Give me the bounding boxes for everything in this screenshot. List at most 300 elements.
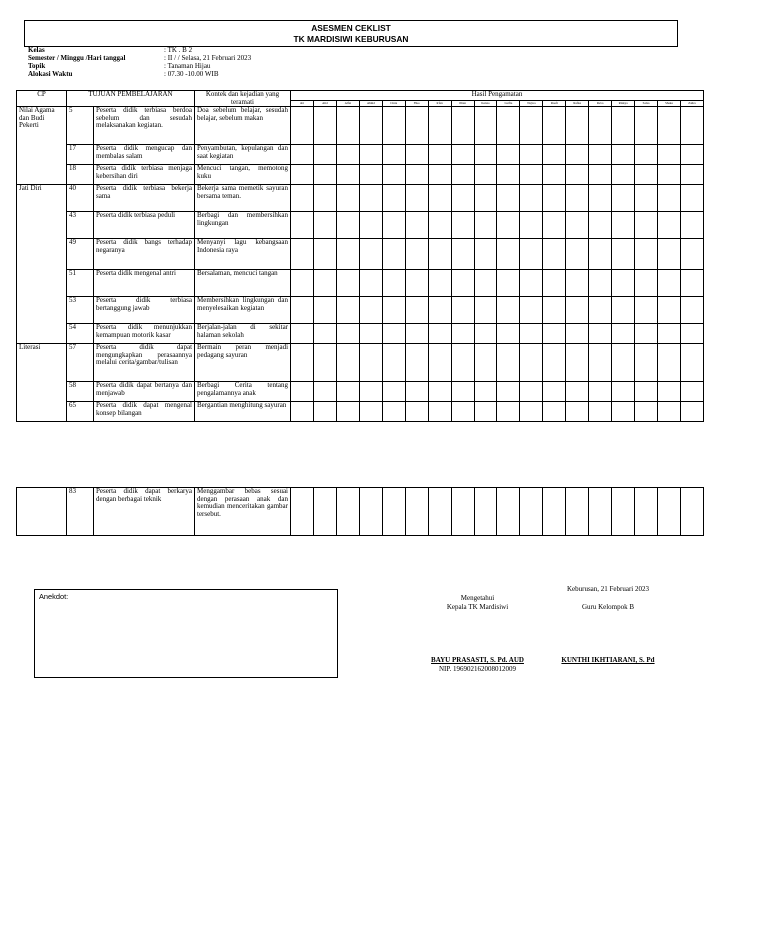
anekdot-label: Anekdot: — [39, 592, 69, 601]
check-cell[interactable] — [589, 107, 612, 145]
check-cell[interactable] — [566, 344, 589, 382]
context-text: Bersalaman, mencuci tangan — [195, 270, 291, 297]
check-cell[interactable] — [313, 382, 336, 402]
signer-left-block — [420, 594, 535, 612]
check-cell[interactable] — [520, 212, 543, 239]
check-cell[interactable] — [566, 324, 589, 344]
check-cell[interactable] — [612, 270, 635, 297]
check-cell[interactable] — [428, 344, 451, 382]
check-cell[interactable] — [313, 212, 336, 239]
check-cell[interactable] — [680, 488, 703, 536]
check-cell[interactable] — [336, 344, 359, 382]
check-cell[interactable] — [497, 324, 520, 344]
check-cell[interactable] — [474, 239, 497, 270]
check-cell[interactable] — [451, 488, 474, 536]
check-cell[interactable] — [520, 297, 543, 324]
check-cell[interactable] — [291, 344, 314, 382]
meta-row-alokasi — [28, 70, 251, 78]
objective-number: 17 — [67, 145, 94, 165]
check-cell[interactable] — [313, 145, 336, 165]
check-cell[interactable] — [566, 270, 589, 297]
check-cell[interactable] — [658, 165, 681, 185]
check-cell[interactable] — [451, 402, 474, 422]
check-cell[interactable] — [359, 107, 382, 145]
check-cell[interactable] — [680, 382, 703, 402]
check-cell[interactable] — [428, 488, 451, 536]
check-cell[interactable] — [680, 402, 703, 422]
check-cell[interactable] — [405, 185, 428, 212]
table-row — [17, 239, 704, 270]
check-cell[interactable] — [589, 297, 612, 324]
check-cell[interactable] — [635, 165, 658, 185]
objective-text: Peserta didik terbiasa bekerja sama — [94, 185, 195, 212]
check-cell[interactable] — [336, 107, 359, 145]
check-cell[interactable] — [359, 382, 382, 402]
check-cell[interactable] — [680, 212, 703, 239]
check-cell[interactable] — [497, 107, 520, 145]
table-row — [17, 382, 704, 402]
context-text: Penyambutan, kepulangan dan saat kegiatan — [195, 145, 291, 165]
check-cell[interactable] — [474, 344, 497, 382]
check-cell[interactable] — [428, 107, 451, 145]
table-body — [17, 107, 704, 422]
student-header: abi — [291, 101, 314, 107]
check-cell[interactable] — [428, 212, 451, 239]
check-cell[interactable] — [658, 107, 681, 145]
check-cell[interactable] — [658, 297, 681, 324]
check-cell[interactable] — [658, 488, 681, 536]
check-cell[interactable] — [382, 270, 405, 297]
check-cell[interactable] — [658, 270, 681, 297]
check-cell[interactable] — [359, 297, 382, 324]
check-cell[interactable] — [589, 488, 612, 536]
check-cell[interactable] — [428, 239, 451, 270]
check-cell[interactable] — [543, 382, 566, 402]
check-cell[interactable] — [428, 297, 451, 324]
check-cell[interactable] — [451, 270, 474, 297]
check-cell[interactable] — [680, 107, 703, 145]
header-hasil: Hasil Pengamatan — [291, 91, 704, 101]
check-cell[interactable] — [680, 239, 703, 270]
check-cell[interactable] — [635, 324, 658, 344]
check-cell[interactable] — [680, 145, 703, 165]
check-cell[interactable] — [405, 324, 428, 344]
objective-text: Peserta didik menunjukkan kemampuan motorik kasar — [94, 324, 195, 344]
check-cell[interactable] — [680, 324, 703, 344]
check-cell[interactable] — [291, 185, 314, 212]
objective-number: 53 — [67, 297, 94, 324]
header-cp: CP — [17, 91, 67, 107]
check-cell[interactable] — [543, 239, 566, 270]
check-cell[interactable] — [612, 107, 635, 145]
check-cell[interactable] — [566, 145, 589, 165]
check-cell[interactable] — [451, 145, 474, 165]
check-cell[interactable] — [612, 239, 635, 270]
check-cell[interactable] — [566, 402, 589, 422]
table-row — [17, 488, 704, 536]
check-cell[interactable] — [336, 165, 359, 185]
check-cell[interactable] — [291, 402, 314, 422]
check-cell[interactable] — [336, 488, 359, 536]
check-cell[interactable] — [428, 270, 451, 297]
check-cell[interactable] — [451, 165, 474, 185]
check-cell[interactable] — [612, 324, 635, 344]
context-text: Bekerja sama memetik sayuran bersama teman. — [195, 185, 291, 212]
check-cell[interactable] — [658, 239, 681, 270]
check-cell[interactable] — [635, 239, 658, 270]
check-cell[interactable] — [589, 185, 612, 212]
objective-number: 58 — [67, 382, 94, 402]
check-cell[interactable] — [658, 324, 681, 344]
objective-number: 51 — [67, 270, 94, 297]
check-cell[interactable] — [336, 382, 359, 402]
check-cell[interactable] — [635, 145, 658, 165]
check-cell[interactable] — [497, 270, 520, 297]
check-cell[interactable] — [543, 270, 566, 297]
objective-text: Peserta didik dapat mengungkapkan perasaannya melalui cerita/gambar/tulisan — [94, 344, 195, 382]
check-cell[interactable] — [359, 270, 382, 297]
check-cell[interactable] — [451, 324, 474, 344]
check-cell[interactable] — [589, 239, 612, 270]
check-cell[interactable] — [497, 239, 520, 270]
check-cell[interactable] — [313, 488, 336, 536]
meta-info — [28, 46, 251, 78]
check-cell[interactable] — [543, 402, 566, 422]
check-cell[interactable] — [658, 185, 681, 212]
meta-row-topik — [28, 62, 251, 70]
objective-text: Peserta didik terbiasa berdoa sebelum dan sesudah melaksanakan kegiatan. — [94, 107, 195, 145]
assessment-table-extra — [16, 487, 704, 536]
signer-left-title2: Kepala TK Mardisiwi — [446, 603, 509, 611]
meta-label: Topik — [28, 62, 46, 70]
header-kontek: Kontek dan kejadian yang teramati — [195, 91, 291, 107]
check-cell[interactable] — [612, 488, 635, 536]
check-cell[interactable] — [359, 239, 382, 270]
check-cell[interactable] — [359, 165, 382, 185]
check-cell[interactable] — [520, 107, 543, 145]
check-cell[interactable] — [680, 344, 703, 382]
signer-left-name-block — [412, 656, 543, 674]
check-cell[interactable] — [566, 165, 589, 185]
check-cell[interactable] — [635, 382, 658, 402]
check-cell[interactable] — [497, 165, 520, 185]
check-cell[interactable] — [543, 344, 566, 382]
check-cell[interactable] — [359, 488, 382, 536]
check-cell[interactable] — [543, 165, 566, 185]
check-cell[interactable] — [313, 185, 336, 212]
check-cell[interactable] — [359, 185, 382, 212]
objective-text: Peserta didik dapat mengenal konsep bilangan — [94, 402, 195, 422]
check-cell[interactable] — [405, 107, 428, 145]
check-cell[interactable] — [291, 165, 314, 185]
check-cell[interactable] — [428, 145, 451, 165]
objective-number: 5 — [67, 107, 94, 145]
check-cell[interactable] — [589, 344, 612, 382]
check-cell[interactable] — [543, 107, 566, 145]
check-cell[interactable] — [405, 145, 428, 165]
check-cell[interactable] — [612, 382, 635, 402]
check-cell[interactable] — [680, 270, 703, 297]
check-cell[interactable] — [520, 185, 543, 212]
check-cell[interactable] — [313, 239, 336, 270]
check-cell[interactable] — [291, 297, 314, 324]
check-cell[interactable] — [474, 488, 497, 536]
check-cell[interactable] — [658, 344, 681, 382]
objective-text: Peserta didik terbiasa bertanggung jawab — [94, 297, 195, 324]
check-cell[interactable] — [336, 212, 359, 239]
place-date: Keburusan, 21 Februari 2023 — [566, 585, 650, 593]
check-cell[interactable] — [291, 239, 314, 270]
check-cell[interactable] — [497, 382, 520, 402]
check-cell[interactable] — [313, 165, 336, 185]
check-cell[interactable] — [428, 165, 451, 185]
check-cell[interactable] — [612, 212, 635, 239]
objective-text: Peserta didik dapat berkarya dengan berbagai teknik — [94, 488, 195, 536]
check-cell[interactable] — [474, 297, 497, 324]
check-cell[interactable] — [680, 165, 703, 185]
check-cell[interactable] — [474, 324, 497, 344]
check-cell[interactable] — [405, 212, 428, 239]
check-cell[interactable] — [520, 344, 543, 382]
check-cell[interactable] — [543, 324, 566, 344]
check-cell[interactable] — [497, 488, 520, 536]
check-cell[interactable] — [382, 382, 405, 402]
student-header: Raafi — [543, 101, 566, 107]
check-cell[interactable] — [336, 297, 359, 324]
check-cell[interactable] — [520, 402, 543, 422]
check-cell[interactable] — [405, 165, 428, 185]
check-cell[interactable] — [451, 239, 474, 270]
check-cell[interactable] — [543, 185, 566, 212]
check-cell[interactable] — [520, 270, 543, 297]
check-cell[interactable] — [658, 382, 681, 402]
form-title-box — [24, 20, 678, 47]
check-cell[interactable] — [612, 297, 635, 324]
check-cell[interactable] — [382, 324, 405, 344]
check-cell[interactable] — [313, 107, 336, 145]
assessment-table — [16, 90, 704, 422]
check-cell[interactable] — [428, 324, 451, 344]
context-text: Bermain peran menjadi pedagang sayuran — [195, 344, 291, 382]
table-row — [17, 402, 704, 422]
check-cell[interactable] — [291, 145, 314, 165]
check-cell[interactable] — [680, 185, 703, 212]
check-cell[interactable] — [589, 382, 612, 402]
check-cell[interactable] — [635, 297, 658, 324]
check-cell[interactable] — [405, 488, 428, 536]
check-cell[interactable] — [612, 145, 635, 165]
objective-number: 54 — [67, 324, 94, 344]
check-cell[interactable] — [680, 297, 703, 324]
check-cell[interactable] — [336, 402, 359, 422]
check-cell[interactable] — [566, 239, 589, 270]
check-cell[interactable] — [566, 212, 589, 239]
check-cell[interactable] — [359, 344, 382, 382]
context-text: Bergantian menghitung sayuran — [195, 402, 291, 422]
check-cell[interactable] — [658, 212, 681, 239]
check-cell[interactable] — [497, 402, 520, 422]
check-cell[interactable] — [359, 145, 382, 165]
check-cell[interactable] — [336, 270, 359, 297]
check-cell[interactable] — [635, 488, 658, 536]
check-cell[interactable] — [451, 344, 474, 382]
student-header: Ahmd — [359, 101, 382, 107]
check-cell[interactable] — [451, 382, 474, 402]
check-cell[interactable] — [566, 382, 589, 402]
check-cell[interactable] — [474, 107, 497, 145]
check-cell[interactable] — [382, 165, 405, 185]
check-cell[interactable] — [635, 107, 658, 145]
check-cell[interactable] — [635, 185, 658, 212]
check-cell[interactable] — [474, 270, 497, 297]
check-cell[interactable] — [382, 185, 405, 212]
check-cell[interactable] — [382, 344, 405, 382]
check-cell[interactable] — [313, 324, 336, 344]
check-cell[interactable] — [497, 344, 520, 382]
check-cell[interactable] — [451, 107, 474, 145]
check-cell[interactable] — [520, 324, 543, 344]
meta-label: Semester / Minggu /Hari tanggal — [28, 54, 126, 62]
check-cell[interactable] — [635, 344, 658, 382]
check-cell[interactable] — [359, 402, 382, 422]
check-cell[interactable] — [612, 165, 635, 185]
objective-number: 83 — [67, 488, 94, 536]
check-cell[interactable] — [520, 165, 543, 185]
check-cell[interactable] — [543, 145, 566, 165]
check-cell[interactable] — [336, 239, 359, 270]
meta-value: : TK . B 2 — [164, 46, 193, 54]
check-cell[interactable] — [474, 185, 497, 212]
check-cell[interactable] — [428, 382, 451, 402]
context-text: Membersihkan lingkungan dan menyelesaikan kegiatan — [195, 297, 291, 324]
check-cell[interactable] — [405, 297, 428, 324]
context-text: Berjalan-jalan di sekitar halaman sekolah — [195, 324, 291, 344]
check-cell[interactable] — [474, 212, 497, 239]
signer-left-title1: Mengetahui — [460, 594, 495, 602]
check-cell[interactable] — [313, 344, 336, 382]
check-cell[interactable] — [566, 185, 589, 212]
check-cell[interactable] — [589, 270, 612, 297]
check-cell[interactable] — [405, 344, 428, 382]
context-text: Berbagi dan membersihkan lingkungan — [195, 212, 291, 239]
check-cell[interactable] — [612, 402, 635, 422]
check-cell[interactable] — [313, 297, 336, 324]
check-cell[interactable] — [291, 488, 314, 536]
school-name: TK MARDISIWI KEBURUSAN — [293, 34, 409, 44]
check-cell[interactable] — [566, 488, 589, 536]
check-cell[interactable] — [382, 212, 405, 239]
check-cell[interactable] — [612, 344, 635, 382]
anekdot-box[interactable] — [34, 589, 338, 678]
meta-row-semester — [28, 54, 251, 62]
check-cell[interactable] — [474, 165, 497, 185]
check-cell[interactable] — [520, 239, 543, 270]
check-cell[interactable] — [589, 165, 612, 185]
check-cell[interactable] — [405, 239, 428, 270]
check-cell[interactable] — [543, 488, 566, 536]
check-cell[interactable] — [382, 145, 405, 165]
check-cell[interactable] — [291, 270, 314, 297]
student-header: Jihan — [451, 101, 474, 107]
check-cell[interactable] — [336, 185, 359, 212]
meta-value: : Tanaman Hijau — [164, 62, 211, 70]
context-text: Menggambar bebas sesuai dengan perasaan anak dan kemudian menceritakan gambar tersebut. — [195, 488, 291, 536]
objective-number: 57 — [67, 344, 94, 382]
check-cell[interactable] — [313, 402, 336, 422]
objective-number: 18 — [67, 165, 94, 185]
check-cell[interactable] — [382, 402, 405, 422]
table-row — [17, 212, 704, 239]
check-cell[interactable] — [474, 402, 497, 422]
check-cell[interactable] — [336, 145, 359, 165]
check-cell[interactable] — [658, 402, 681, 422]
check-cell[interactable] — [635, 270, 658, 297]
check-cell[interactable] — [451, 185, 474, 212]
check-cell[interactable] — [635, 212, 658, 239]
check-cell[interactable] — [520, 145, 543, 165]
check-cell[interactable] — [635, 402, 658, 422]
check-cell[interactable] — [405, 402, 428, 422]
check-cell[interactable] — [658, 145, 681, 165]
check-cell[interactable] — [589, 145, 612, 165]
check-cell[interactable] — [543, 297, 566, 324]
check-cell[interactable] — [566, 107, 589, 145]
check-cell[interactable] — [520, 488, 543, 536]
student-header: Alfat — [336, 101, 359, 107]
check-cell[interactable] — [405, 270, 428, 297]
check-cell[interactable] — [291, 212, 314, 239]
check-cell[interactable] — [474, 145, 497, 165]
meta-value: : 07.30 -10.00 WIB — [164, 70, 219, 78]
objective-text: Peserta didik terbiasa peduli — [94, 212, 195, 239]
objective-text: Peserta didik dapat bertanya dan menjawab — [94, 382, 195, 402]
check-cell[interactable] — [497, 145, 520, 165]
check-cell[interactable] — [382, 107, 405, 145]
check-cell[interactable] — [382, 239, 405, 270]
check-cell[interactable] — [291, 382, 314, 402]
check-cell[interactable] — [451, 297, 474, 324]
check-cell[interactable] — [428, 185, 451, 212]
check-cell[interactable] — [589, 402, 612, 422]
check-cell[interactable] — [474, 382, 497, 402]
check-cell[interactable] — [291, 107, 314, 145]
check-cell[interactable] — [520, 382, 543, 402]
check-cell[interactable] — [359, 324, 382, 344]
cp-cell: Literasi — [17, 344, 67, 422]
check-cell[interactable] — [428, 402, 451, 422]
check-cell[interactable] — [543, 212, 566, 239]
signer-right-title: Guru Kelompok B — [581, 603, 635, 611]
check-cell[interactable] — [589, 212, 612, 239]
check-cell[interactable] — [497, 185, 520, 212]
check-cell[interactable] — [612, 185, 635, 212]
check-cell[interactable] — [566, 297, 589, 324]
student-header: Rizkya — [612, 101, 635, 107]
check-cell[interactable] — [451, 212, 474, 239]
check-cell[interactable] — [336, 324, 359, 344]
check-cell[interactable] — [497, 297, 520, 324]
check-cell[interactable] — [359, 212, 382, 239]
check-cell[interactable] — [497, 212, 520, 239]
check-cell[interactable] — [291, 324, 314, 344]
student-header: Zahra — [680, 101, 703, 107]
check-cell[interactable] — [382, 488, 405, 536]
check-cell[interactable] — [382, 297, 405, 324]
check-cell[interactable] — [405, 382, 428, 402]
check-cell[interactable] — [589, 324, 612, 344]
check-cell[interactable] — [313, 270, 336, 297]
table-row — [17, 297, 704, 324]
